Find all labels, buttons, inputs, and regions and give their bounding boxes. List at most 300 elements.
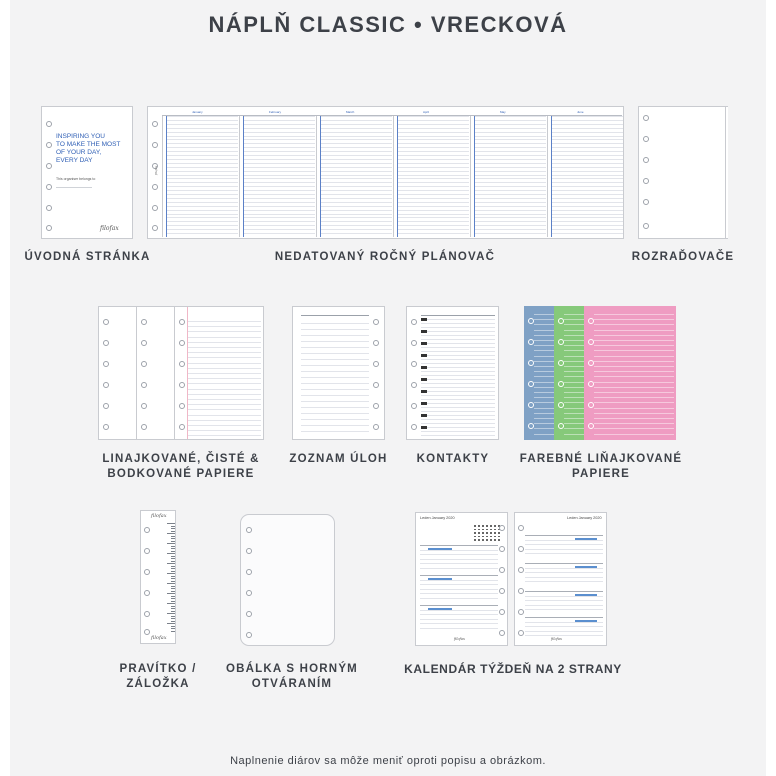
row-line (321, 190, 392, 191)
decor-line (421, 383, 495, 384)
row-line (398, 124, 469, 125)
decor-line (187, 373, 261, 374)
decor-line (301, 365, 369, 366)
label-line: FAREBNÉ LIŇAJKOVANÉ (519, 453, 683, 465)
row-line (552, 206, 623, 207)
mini-calendar-day (478, 536, 480, 538)
row-line (552, 159, 623, 160)
decor-line (187, 331, 261, 332)
row-line (321, 198, 392, 199)
label-weekly-calendar: KALENDÁR TÝŽDEŇ NA 2 STRANY (404, 662, 622, 676)
row-line (244, 214, 315, 215)
row-line (475, 178, 546, 179)
row-line (475, 221, 546, 222)
note-line (420, 619, 498, 620)
day-number-column (397, 115, 398, 237)
decor-line (301, 389, 369, 390)
decor-line (421, 347, 495, 348)
day-number-column (551, 115, 552, 237)
row-line (552, 128, 623, 129)
decor-line (534, 387, 556, 388)
mini-calendar-day (490, 536, 492, 538)
decor-line (187, 368, 261, 369)
decor-line (187, 394, 261, 395)
decor-line (421, 431, 495, 432)
decor-line (594, 382, 674, 383)
decor-line (534, 382, 556, 383)
ruler-tick (167, 583, 176, 584)
mini-calendar-day (486, 529, 488, 531)
punch-hole (588, 402, 594, 408)
decor-line (564, 350, 586, 351)
mini-calendar-day (490, 525, 492, 527)
decor-line (421, 355, 495, 356)
row-line (398, 136, 469, 137)
row-line (244, 151, 315, 152)
month-header: January (192, 110, 203, 114)
decor-line (187, 352, 261, 353)
row-line (475, 225, 546, 226)
punch-hole (528, 381, 534, 387)
row-line (167, 198, 238, 199)
row-line (552, 143, 623, 144)
punch-hole (528, 339, 534, 345)
decor-line (534, 371, 556, 372)
row-line (398, 159, 469, 160)
label-intro-page: ÚVODNÁ STRÁNKA (24, 251, 151, 263)
ruler-tick (171, 558, 176, 559)
note-line (420, 614, 498, 615)
month-divider (162, 115, 163, 237)
ruler-tick (167, 563, 176, 564)
decor-line (594, 345, 674, 346)
punch-hole (528, 318, 534, 324)
note-line (420, 559, 498, 560)
decor-line (564, 314, 586, 315)
decor-line (421, 371, 495, 372)
row-line (552, 171, 623, 172)
decor-line (534, 330, 556, 331)
row-line (552, 124, 623, 125)
intro-quote-line: OF YOUR DAY, (56, 149, 102, 156)
decor-line (421, 391, 495, 392)
mini-calendar-day (478, 532, 480, 534)
ruler-tick (171, 576, 176, 577)
decor-line (187, 404, 261, 405)
note-line (420, 589, 498, 590)
decor-line (301, 419, 369, 420)
row-line (398, 229, 469, 230)
mini-calendar-day (486, 525, 488, 527)
decor-line (594, 324, 674, 325)
note-line (525, 596, 603, 597)
decor-line (534, 319, 556, 320)
decor-line (187, 425, 261, 426)
row-line (321, 194, 392, 195)
decor-line (421, 415, 495, 416)
row-line (398, 151, 469, 152)
decor-line (564, 371, 586, 372)
mini-calendar-day (482, 536, 484, 538)
label-envelope (220, 662, 364, 692)
month-header: February (269, 110, 282, 114)
mini-calendar-day (494, 529, 496, 531)
decor-line (564, 340, 586, 341)
note-line (525, 605, 603, 606)
row-line (167, 229, 238, 230)
row-line (475, 136, 546, 137)
label-ruler (100, 662, 216, 692)
decor-line (301, 347, 369, 348)
row-line (475, 139, 546, 140)
punch-hole (499, 546, 505, 552)
ruler-tick (167, 523, 176, 524)
note-line (525, 540, 603, 541)
decor-line (187, 435, 261, 436)
row-line (321, 202, 392, 203)
decor-line (421, 339, 495, 340)
decor-line (564, 356, 586, 357)
decor-line (564, 392, 586, 393)
ruler-tick (171, 616, 176, 617)
decor-line (534, 314, 556, 315)
row-line (552, 167, 623, 168)
decor-line (301, 371, 369, 372)
decor-line (421, 363, 495, 364)
day-rule (525, 535, 603, 536)
label-line: OBÁLKA S HORNÝM (226, 663, 358, 675)
punch-hole (499, 609, 505, 615)
row-line (475, 128, 546, 129)
row-line (398, 139, 469, 140)
row-line (398, 221, 469, 222)
ruler-tick (167, 603, 176, 604)
row-line (321, 225, 392, 226)
row-line (244, 116, 315, 117)
decor-line (594, 423, 674, 424)
decor-line (187, 357, 261, 358)
row-line (321, 167, 392, 168)
note-line (525, 544, 603, 545)
row-line (321, 178, 392, 179)
decor-line (187, 430, 261, 431)
mini-calendar-day (498, 532, 500, 534)
label-year-planner: NEDATOVANÝ ROČNÝ PLÁNOVAČ (274, 251, 496, 263)
note-line (420, 610, 498, 611)
row-line (244, 171, 315, 172)
ruler-tick (167, 623, 176, 624)
punch-hole (558, 402, 564, 408)
row-line (244, 186, 315, 187)
decor-line (534, 340, 556, 341)
punch-hole (588, 360, 594, 366)
ruler-tick (171, 568, 176, 569)
ruler-tick (171, 561, 176, 562)
row-line (244, 178, 315, 179)
row-line (244, 175, 315, 176)
row-line (167, 221, 238, 222)
ruler-tick (171, 606, 176, 607)
row-line (475, 190, 546, 191)
decor-line (301, 407, 369, 408)
decor-line (187, 399, 261, 400)
label-contacts: KONTAKTY (416, 453, 490, 465)
decor-line (187, 321, 261, 322)
row-line (321, 136, 392, 137)
note-line (420, 554, 498, 555)
punch-hole (46, 184, 52, 190)
row-line (167, 159, 238, 160)
brand-logo: filofax (154, 165, 158, 175)
decor-line (421, 375, 495, 376)
punch-hole (588, 381, 594, 387)
row-line (398, 217, 469, 218)
decor-line (534, 397, 556, 398)
decor-line (421, 351, 495, 352)
intro-quote-line: EVERY DAY (56, 157, 93, 164)
row-line (167, 143, 238, 144)
note-line (525, 635, 603, 636)
row-line (167, 233, 238, 234)
decor-line (564, 330, 586, 331)
decor-line (421, 399, 495, 400)
row-line (244, 182, 315, 183)
row-line (552, 151, 623, 152)
decor-line (421, 407, 495, 408)
ruler-tick (167, 573, 176, 574)
decor-line (564, 418, 586, 419)
row-line (475, 217, 546, 218)
label-line: BODKOVANÉ PAPIERE (107, 468, 255, 480)
row-line (321, 155, 392, 156)
row-line (244, 128, 315, 129)
mini-calendar-day (486, 539, 488, 541)
row-line (552, 163, 623, 164)
row-line (552, 136, 623, 137)
row-line (321, 182, 392, 183)
mini-calendar-day (494, 532, 496, 534)
ruler-tick (171, 601, 176, 602)
brand-logo: filofax (151, 513, 167, 519)
decor-line (594, 376, 674, 377)
row-line (398, 202, 469, 203)
row-line (167, 155, 238, 156)
punch-hole (152, 142, 158, 148)
plain-paper (136, 306, 174, 440)
mini-calendar-day (482, 532, 484, 534)
row-line (167, 139, 238, 140)
row-line (552, 233, 623, 234)
punch-hole (518, 630, 524, 636)
row-line (475, 163, 546, 164)
decor-line (421, 395, 495, 396)
label-line: PRAVÍTKO / (119, 663, 197, 675)
row-line (167, 128, 238, 129)
mini-calendar-day (478, 529, 480, 531)
intro-page-image (41, 106, 133, 239)
row-line (552, 221, 623, 222)
row-line (475, 186, 546, 187)
decor-line (594, 314, 674, 315)
ruler-bookmark-image (140, 510, 176, 644)
mini-calendar-day (490, 529, 492, 531)
decor-line (421, 327, 495, 328)
intro-quote-line: INSPIRING YOU (56, 133, 106, 140)
row-line (552, 120, 623, 121)
punch-hole (46, 225, 52, 231)
row-line (167, 136, 238, 137)
brand-logo: filofax (100, 225, 119, 232)
mini-calendar-day (486, 536, 488, 538)
decor-line (534, 434, 556, 435)
row-line (167, 116, 238, 117)
row-line (552, 139, 623, 140)
mini-calendar-day (474, 529, 476, 531)
punch-hole (528, 423, 534, 429)
brand-logo: filofax (151, 635, 167, 641)
row-line (244, 190, 315, 191)
punch-hole (558, 339, 564, 345)
note-line (525, 549, 603, 550)
row-line (321, 151, 392, 152)
ruler-tick (171, 566, 176, 567)
pink-paper (584, 306, 676, 440)
note-line (525, 568, 603, 569)
row-line (398, 120, 469, 121)
ruler-tick (171, 548, 176, 549)
contact-tab-marker (421, 426, 427, 429)
ruler-tick (171, 556, 176, 557)
punch-hole (643, 199, 649, 205)
note-line (420, 584, 498, 585)
punch-hole (558, 360, 564, 366)
punch-hole (643, 178, 649, 184)
footer-note: Naplnenie diárov sa môže meniť oproti popisu a obrázkom. (230, 755, 546, 767)
row-line (475, 198, 546, 199)
mini-calendar-day (482, 525, 484, 527)
mini-calendar-day (482, 529, 484, 531)
row-line (244, 206, 315, 207)
row-line (552, 229, 623, 230)
punch-hole (152, 184, 158, 190)
punch-hole (518, 609, 524, 615)
row-line (475, 233, 546, 234)
row-line (398, 155, 469, 156)
row-line (475, 147, 546, 148)
note-line (525, 609, 603, 610)
decor-line (421, 367, 495, 368)
day-number-column (166, 115, 167, 237)
row-line (552, 225, 623, 226)
ruler-tick (171, 541, 176, 542)
row-line (398, 171, 469, 172)
row-line (475, 143, 546, 144)
decor-line (421, 387, 495, 388)
row-line (244, 198, 315, 199)
decor-line (534, 356, 556, 357)
decor-line (594, 428, 674, 429)
row-line (552, 147, 623, 148)
row-line (244, 194, 315, 195)
row-line (552, 132, 623, 133)
punch-hole (643, 136, 649, 142)
decor-line (301, 335, 369, 336)
row-line (321, 233, 392, 234)
decor-line (594, 319, 674, 320)
row-line (167, 124, 238, 125)
punch-hole (46, 205, 52, 211)
punch-hole (46, 163, 52, 169)
decor-line (421, 411, 495, 412)
punch-hole (152, 225, 158, 231)
decor-line (534, 376, 556, 377)
calendar-header: Leden January 2020 (567, 516, 602, 520)
ruler-tick (171, 581, 176, 582)
decor-line (301, 413, 369, 414)
decor-line (564, 382, 586, 383)
row-line (475, 175, 546, 176)
decor-line (301, 329, 369, 330)
day-number-column (243, 115, 244, 237)
row-line (244, 167, 315, 168)
decor-line (301, 395, 369, 396)
ruler-tick (167, 593, 176, 594)
note-line (525, 626, 603, 627)
punch-hole (588, 423, 594, 429)
row-line (475, 151, 546, 152)
mini-calendar-day (474, 525, 476, 527)
label-line: OTVÁRANÍM (251, 678, 333, 690)
row-line (398, 210, 469, 211)
row-line (398, 225, 469, 226)
punch-hole (518, 546, 524, 552)
decor-line (301, 383, 369, 384)
day-rule (525, 617, 603, 618)
row-line (552, 210, 623, 211)
row-line (398, 175, 469, 176)
punch-hole (643, 223, 649, 229)
row-line (398, 167, 469, 168)
punch-hole (588, 318, 594, 324)
punch-hole (528, 402, 534, 408)
row-line (244, 132, 315, 133)
row-line (167, 178, 238, 179)
note-line (525, 622, 603, 623)
decor-line (564, 434, 586, 435)
row-line (398, 214, 469, 215)
row-line (244, 143, 315, 144)
decor-line (594, 392, 674, 393)
decor-line (421, 435, 495, 436)
month-header: April (423, 110, 430, 114)
decor-line (301, 425, 369, 426)
decor-line (564, 387, 586, 388)
decor-line (421, 323, 495, 324)
decor-line (594, 387, 674, 388)
note-line (420, 628, 498, 629)
punch-hole (518, 588, 524, 594)
row-line (321, 128, 392, 129)
header-rule (162, 115, 622, 116)
mini-calendar-day (494, 539, 496, 541)
decor-line (534, 428, 556, 429)
row-line (475, 206, 546, 207)
intro-quote-line: TO MAKE THE MOST (56, 141, 121, 148)
mini-calendar-day (478, 539, 480, 541)
row-line (398, 194, 469, 195)
row-line (475, 124, 546, 125)
decor-line (594, 361, 674, 362)
